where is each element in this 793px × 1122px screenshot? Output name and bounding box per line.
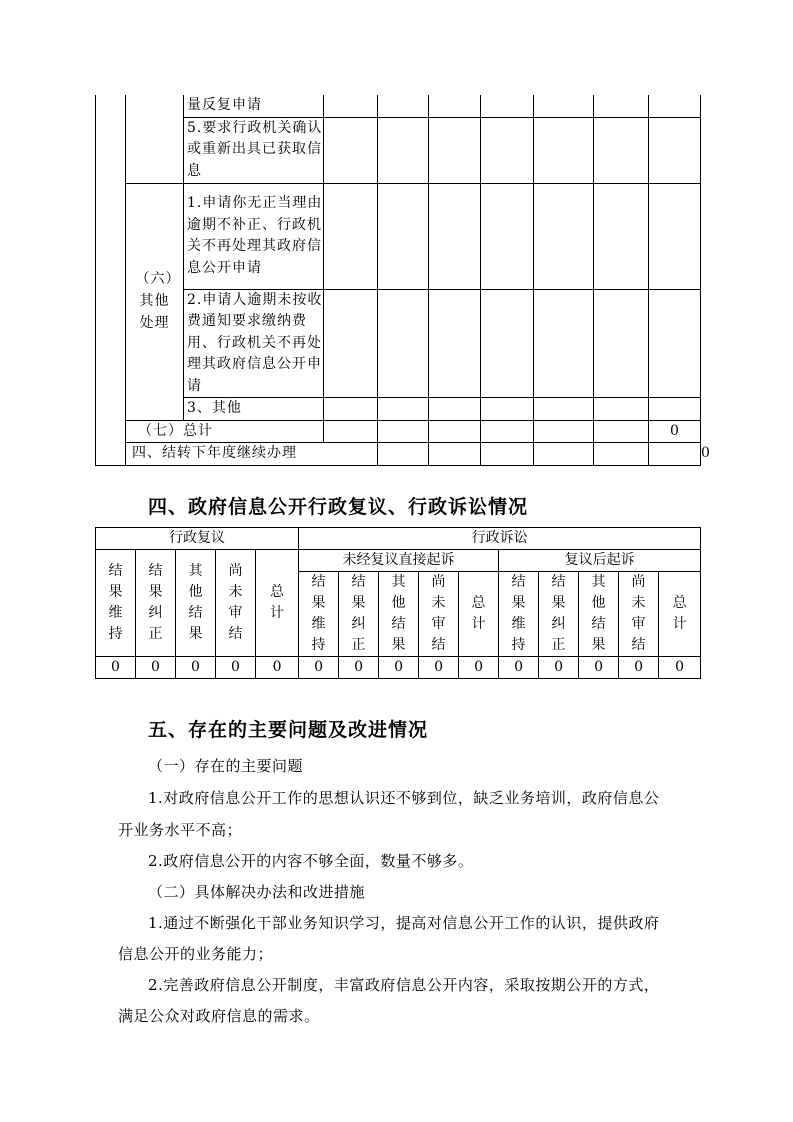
subsection-heading: （二）具体解决办法和改进措施 (148, 883, 366, 901)
review-litigation-table (95, 527, 701, 679)
col-header: 结果维持 (299, 572, 339, 657)
col-header: 尚未审结 (419, 572, 459, 657)
item-label: 3、其他 (184, 398, 324, 421)
table-row (96, 117, 701, 183)
subsection-heading: （一）存在的主要问题 (148, 757, 304, 775)
category-label: （六）其他处理 (126, 183, 184, 420)
item-label: 2.申请人逾期未按收费通知要求缴纳费用、行政机关不再处理其政府信息公开申请 (184, 289, 324, 398)
col-header: 总计 (256, 550, 299, 657)
paragraph-line: 开业务水平不高； (118, 821, 243, 839)
paragraph-line: 2.完善政府信息公开制度，丰富政府信息公开内容，采取按期公开的方式， (148, 976, 660, 994)
col-header: 总计 (459, 572, 499, 657)
table-row (96, 398, 701, 421)
carry-over-label: 四、结转下年度继续办理 (126, 443, 378, 466)
paragraph-line: 1.通过不断强化干部业务知识学习，提高对信息公开工作的认识，提供政府 (148, 914, 660, 932)
paragraph-line: 满足公众对政府信息的需求。 (118, 1007, 320, 1025)
item-label: 1.申请你无正当理由逾期不补正、行政机关不再处理其政府信息公开申请 (184, 183, 324, 289)
col-header: 结果维持 (96, 550, 136, 657)
admin-review-header: 行政复议 (96, 528, 299, 550)
paragraph-line: 信息公开的业务能力； (118, 945, 274, 963)
direct-suit-header: 未经复议直接起诉 (299, 550, 499, 572)
table-row (96, 183, 701, 289)
col-header: 其他结果 (579, 572, 619, 657)
total-label: （七）总计 (126, 420, 324, 443)
total-value: 0 (649, 420, 701, 443)
values-row: 0 0 0 0 0 0 0 0 0 0 0 0 0 0 0 (96, 657, 701, 679)
col-header: 其他结果 (379, 572, 419, 657)
admin-litigation-header: 行政诉讼 (299, 528, 701, 550)
after-review-suit-header: 复议后起诉 (499, 550, 701, 572)
col-header: 其他结果 (176, 550, 216, 657)
paragraph-line: 1.对政府信息公开工作的思想认识还不够到位，缺乏业务培训，政府信息公 (148, 789, 660, 807)
table-row (96, 95, 701, 117)
carry-over-row: 四、结转下年度继续办理 0 (96, 443, 701, 466)
col-header: 结果维持 (499, 572, 539, 657)
col-header: 尚未审结 (216, 550, 256, 657)
item-label: 量反复申请 (184, 95, 324, 117)
table-row (96, 289, 701, 398)
paragraph-line: 2.政府信息公开的内容不够全面，数量不够多。 (148, 852, 474, 870)
col-header: 尚未审结 (619, 572, 659, 657)
item-label: 5.要求行政机关确认或重新出具已获取信息 (184, 117, 324, 183)
section4-heading: 四、政府信息公开行政复议、行政诉讼情况 (148, 496, 529, 518)
section5-heading: 五、存在的主要问题及改进情况 (148, 719, 429, 741)
col-header: 结果纠正 (539, 572, 579, 657)
total-row (96, 420, 701, 443)
col-header: 结果纠正 (136, 550, 176, 657)
col-header: 总计 (659, 572, 701, 657)
application-handling-table (95, 95, 710, 466)
col-header: 结果纠正 (339, 572, 379, 657)
